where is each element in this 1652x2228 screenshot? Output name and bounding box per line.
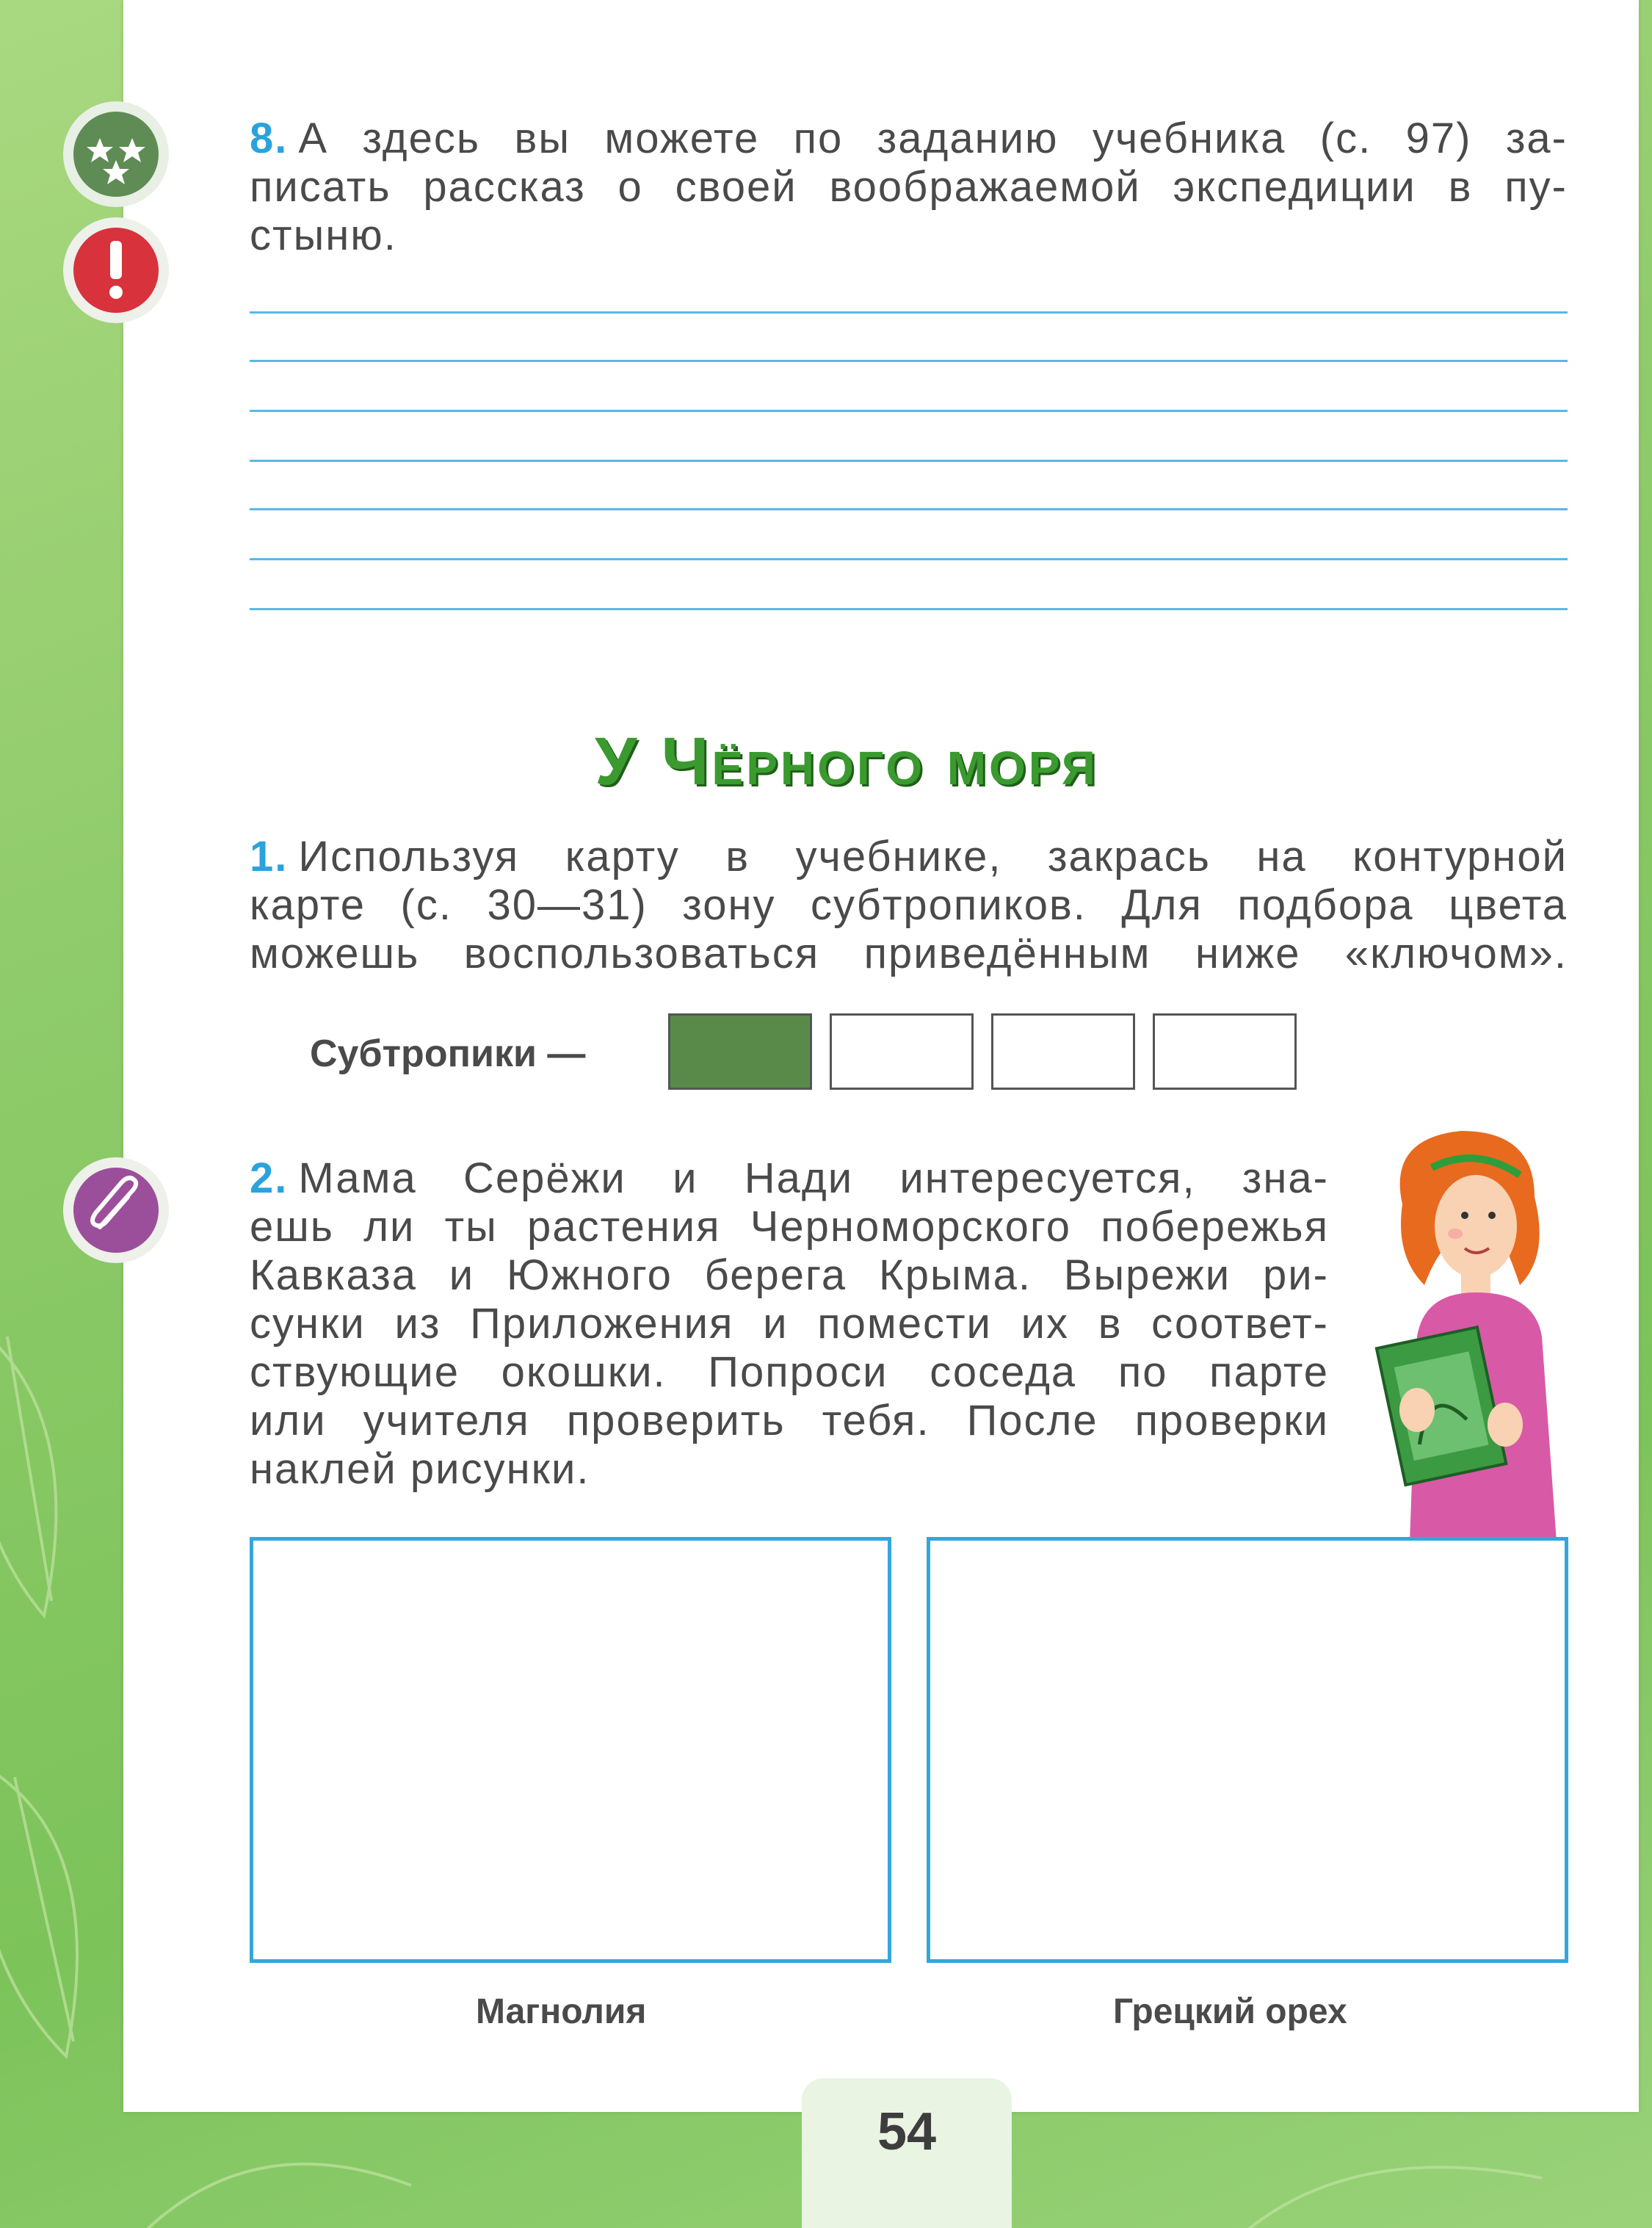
task2-line3: Кавказа и Южного берега Крыма. Вырежи ри- (250, 1251, 1329, 1299)
color-swatch-filled (668, 1013, 812, 1090)
caption-walnut: Грецкий орех (1113, 1992, 1347, 2031)
color-swatch-empty[interactable] (1153, 1013, 1297, 1090)
writing-line[interactable] (250, 558, 1568, 560)
section-title: У Чёрного моря (595, 724, 1098, 799)
girl-illustration (1358, 1116, 1579, 1542)
background-leaves (0, 1102, 125, 2228)
task2-line2: ешь ли ты растения Черноморского побережья (250, 1203, 1329, 1251)
task8-line3: стыню. (250, 211, 397, 259)
task2-line5: ствующие окошки. Попроси соседа по парте (250, 1348, 1329, 1396)
sticker-box-magnolia[interactable] (250, 1537, 891, 1963)
task1-line2: карте (с. 30—31) зону субтропиков. Для подбора цвета (250, 881, 1568, 929)
color-swatch-empty[interactable] (830, 1013, 974, 1090)
task2-line1: Мама Серёжи и Нади интересуется, зна- (298, 1154, 1329, 1202)
task8-text (250, 115, 1568, 260)
task2-line4: сунки из Приложения и помести их в соответ- (250, 1300, 1329, 1348)
subtropics-key-label: Субтропики — (310, 1032, 586, 1075)
writing-line[interactable] (250, 460, 1568, 462)
task2-line6: или учителя проверить тебя. После проверки (250, 1397, 1329, 1444)
page-number: 54 (877, 2102, 937, 2161)
stars-icon (63, 101, 169, 207)
caption-magnolia: Магнолия (476, 1992, 647, 2031)
color-swatch-empty[interactable] (991, 1013, 1135, 1090)
task8-number: 8. (250, 115, 289, 162)
task1-number: 1. (250, 833, 289, 880)
task1-text (250, 833, 1568, 978)
exclamation-icon (63, 217, 169, 323)
task1-line1: Используя карту в учебнике, закрась на контурной (298, 833, 1568, 880)
task1-line3: можешь воспользоваться приведённым ниже «ключом». (250, 930, 1568, 977)
writing-line[interactable] (250, 410, 1568, 412)
writing-line[interactable] (250, 311, 1568, 314)
paperclip-icon (63, 1157, 169, 1263)
task2-text (250, 1154, 1329, 1494)
writing-line[interactable] (250, 360, 1568, 362)
sticker-box-walnut[interactable] (927, 1537, 1568, 1963)
task8-line2: писать рассказ о своей воображаемой экспедиции в пу- (250, 163, 1568, 211)
writing-line[interactable] (250, 508, 1568, 510)
task2-number: 2. (250, 1154, 289, 1202)
task8-line1: А здесь вы можете по заданию учебника (с. 97) за- (298, 115, 1568, 162)
task2-line7: наклей рисунки. (250, 1445, 590, 1493)
writing-line[interactable] (250, 608, 1568, 610)
